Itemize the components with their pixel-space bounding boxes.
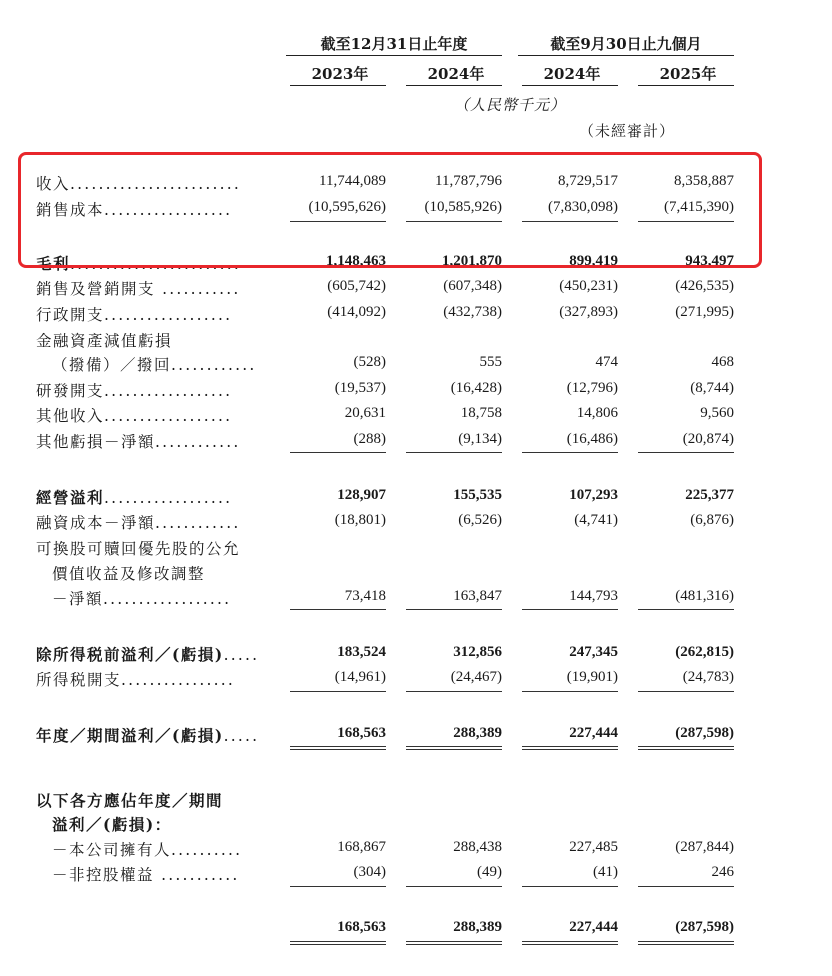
value-impairment-9m2024: 474 — [595, 354, 618, 370]
value-pbt-2024: 312,856 — [453, 644, 502, 660]
value-cost-of-sales-9m2024: (7,830,098) — [548, 199, 618, 215]
total-double-rule — [290, 746, 386, 750]
value-tax-9m2024: (19,901) — [566, 669, 618, 685]
subtotal-rule — [522, 609, 618, 610]
value-other-income-2024: 18,758 — [460, 405, 502, 421]
row-label-non-controlling: －非控股權益 ........... — [52, 866, 240, 884]
row-label-profit-before-tax: 除所得税前溢利／(虧損)..... — [36, 645, 260, 664]
value-nci-2023: (304) — [353, 864, 386, 880]
subtotal-rule — [290, 691, 386, 692]
value-other-losses-2024: (9,134) — [458, 431, 502, 447]
value-nci-2024: (49) — [477, 864, 502, 880]
row-label-finance-costs: 融資成本－淨額............ — [36, 514, 241, 532]
row-label-impairment-sub: （撥備）／撥回............ — [52, 356, 257, 374]
value-finance-9m2024: (4,741) — [574, 512, 618, 528]
value-admin-2024: (432,738) — [443, 304, 502, 320]
row-label-gross-profit: 毛利........................ — [36, 254, 242, 273]
subtotal-rule — [522, 691, 618, 692]
value-total-2024: 288,389 — [453, 919, 502, 935]
value-cost-of-sales-2023: (10,595,626) — [308, 199, 386, 215]
value-convertible-9m2024: 144,793 — [569, 588, 618, 604]
value-tax-9m2025: (24,783) — [682, 669, 734, 685]
row-label-attributable-2: 溢利／(虧損)： — [52, 815, 172, 834]
value-tax-2024: (24,467) — [450, 669, 502, 685]
subtotal-rule — [406, 452, 502, 453]
header-year-2025-period: 2025年 — [659, 65, 717, 83]
value-selling-2024: (607,348) — [443, 278, 502, 294]
value-gross-profit-9m2024: 899,419 — [569, 253, 618, 269]
value-operating-2024: 155,535 — [453, 487, 502, 503]
row-label-convertible-2: 價值收益及修改調整 — [52, 565, 206, 583]
value-other-income-2023: 20,631 — [344, 405, 386, 421]
value-tax-2023: (14,961) — [334, 669, 386, 685]
total-double-rule — [638, 941, 734, 945]
value-finance-2024: (6,526) — [458, 512, 502, 528]
subtotal-rule — [406, 609, 502, 610]
total-double-rule — [638, 746, 734, 750]
row-label-admin-expenses: 行政開支.................. — [36, 306, 233, 324]
value-operating-2023: 128,907 — [337, 487, 386, 503]
value-revenue-9m2024: 8,729,517 — [558, 173, 618, 189]
unit-label: （人民幣千元） — [453, 96, 566, 114]
header-year-2024-annual: 2024年 — [427, 65, 485, 83]
total-double-rule — [406, 746, 502, 750]
value-finance-9m2025: (6,876) — [690, 512, 734, 528]
subtotal-rule — [290, 609, 386, 610]
value-operating-9m2025: 225,377 — [685, 487, 734, 503]
value-rnd-2024: (16,428) — [450, 380, 502, 396]
subtotal-rule — [406, 691, 502, 692]
value-admin-9m2024: (327,893) — [559, 304, 618, 320]
header-year-2024-period: 2024年 — [543, 65, 601, 83]
row-label-other-losses: 其他虧損－淨額............ — [36, 433, 241, 451]
row-label-profit-for-period: 年度／期間溢利／(虧損)..... — [36, 726, 260, 745]
header-year-rule — [638, 85, 734, 86]
value-rnd-9m2024: (12,796) — [566, 380, 618, 396]
value-convertible-2024: 163,847 — [453, 588, 502, 604]
value-total-9m2025: (287,598) — [675, 919, 734, 935]
header-year-rule — [290, 85, 386, 86]
row-label-operating-profit: 經營溢利.................. — [36, 488, 233, 507]
row-label-selling-marketing: 銷售及營銷開支 ........... — [36, 280, 241, 298]
total-double-rule — [406, 941, 502, 945]
value-finance-2023: (18,801) — [334, 512, 386, 528]
value-other-losses-9m2024: (16,486) — [566, 431, 618, 447]
value-impairment-2024: 555 — [479, 354, 502, 370]
header-group-annual-rule — [286, 55, 502, 56]
highlight-box — [18, 152, 762, 268]
unaudited-label: （未經審計） — [578, 122, 675, 140]
value-pbt-9m2025: (262,815) — [675, 644, 734, 660]
value-convertible-2023: 73,418 — [344, 588, 386, 604]
header-group-annual: 截至12月31日止年度 — [320, 35, 468, 53]
value-nci-9m2024: (41) — [593, 864, 618, 880]
row-label-revenue: 收入........................ — [36, 175, 242, 193]
row-label-cost-of-sales: 銷售成本.................. — [36, 201, 233, 219]
value-profit-9m2025: (287,598) — [675, 725, 734, 741]
value-profit-9m2024: 227,444 — [569, 725, 618, 741]
value-pbt-9m2024: 247,345 — [569, 644, 618, 660]
row-label-income-tax: 所得税開支................ — [36, 671, 236, 689]
subtotal-rule — [406, 886, 502, 887]
row-label-attributable-1: 以下各方應佔年度／期間 — [36, 791, 224, 810]
row-label-other-income: 其他收入.................. — [36, 407, 233, 425]
value-profit-2023: 168,563 — [337, 725, 386, 741]
value-impairment-2023: (528) — [353, 354, 386, 370]
header-year-2023: 2023年 — [311, 65, 369, 83]
total-double-rule — [522, 746, 618, 750]
row-label-impairment: 金融資產減值虧損 — [36, 332, 173, 350]
value-rnd-9m2025: (8,744) — [690, 380, 734, 396]
value-owners-2024: 288,438 — [453, 839, 502, 855]
value-gross-profit-9m2025: 943,497 — [685, 253, 734, 269]
value-other-losses-9m2025: (20,874) — [682, 431, 734, 447]
value-other-income-9m2025: 9,560 — [700, 405, 734, 421]
subtotal-rule — [290, 886, 386, 887]
value-convertible-9m2025: (481,316) — [675, 588, 734, 604]
value-nci-9m2025: 246 — [711, 864, 734, 880]
value-revenue-9m2025: 8,358,887 — [674, 173, 734, 189]
subtotal-rule — [290, 452, 386, 453]
value-profit-2024: 288,389 — [453, 725, 502, 741]
header-year-rule — [522, 85, 618, 86]
header-group-nine-months-rule — [518, 55, 734, 56]
value-gross-profit-2024: 1,201,870 — [442, 253, 502, 269]
row-label-convertible-3: －淨額.................. — [52, 590, 232, 608]
subtotal-rule — [522, 886, 618, 887]
value-other-income-9m2024: 14,806 — [576, 405, 618, 421]
value-pbt-2023: 183,524 — [337, 644, 386, 660]
value-rnd-2023: (19,537) — [334, 380, 386, 396]
subtotal-rule — [638, 886, 734, 887]
value-revenue-2023: 11,744,089 — [319, 173, 386, 189]
value-impairment-9m2025: 468 — [711, 354, 734, 370]
subtotal-rule — [638, 452, 734, 453]
value-admin-9m2025: (271,995) — [675, 304, 734, 320]
subtotal-rule — [638, 691, 734, 692]
total-double-rule — [522, 941, 618, 945]
value-total-2023: 168,563 — [337, 919, 386, 935]
total-double-rule — [290, 941, 386, 945]
value-revenue-2024: 11,787,796 — [435, 173, 502, 189]
value-owners-9m2025: (287,844) — [675, 839, 734, 855]
subtotal-rule — [522, 452, 618, 453]
subtotal-rule — [638, 609, 734, 610]
value-owners-2023: 168,867 — [337, 839, 386, 855]
header-year-rule — [406, 85, 502, 86]
row-label-rnd: 研發開支.................. — [36, 382, 233, 400]
value-operating-9m2024: 107,293 — [569, 487, 618, 503]
row-label-owners: －本公司擁有人.......... — [52, 841, 243, 859]
value-selling-9m2024: (450,231) — [559, 278, 618, 294]
value-other-losses-2023: (288) — [353, 431, 386, 447]
value-admin-2023: (414,092) — [327, 304, 386, 320]
value-owners-9m2024: 227,485 — [569, 839, 618, 855]
value-cost-of-sales-9m2025: (7,415,390) — [664, 199, 734, 215]
row-label-convertible-1: 可換股可贖回優先股的公允 — [36, 540, 241, 558]
value-cost-of-sales-2024: (10,585,926) — [424, 199, 502, 215]
value-selling-9m2025: (426,535) — [675, 278, 734, 294]
header-group-nine-months: 截至9月30日止九個月 — [550, 35, 702, 53]
value-selling-2023: (605,742) — [327, 278, 386, 294]
value-total-9m2024: 227,444 — [569, 919, 618, 935]
value-gross-profit-2023: 1,148,463 — [326, 253, 386, 269]
